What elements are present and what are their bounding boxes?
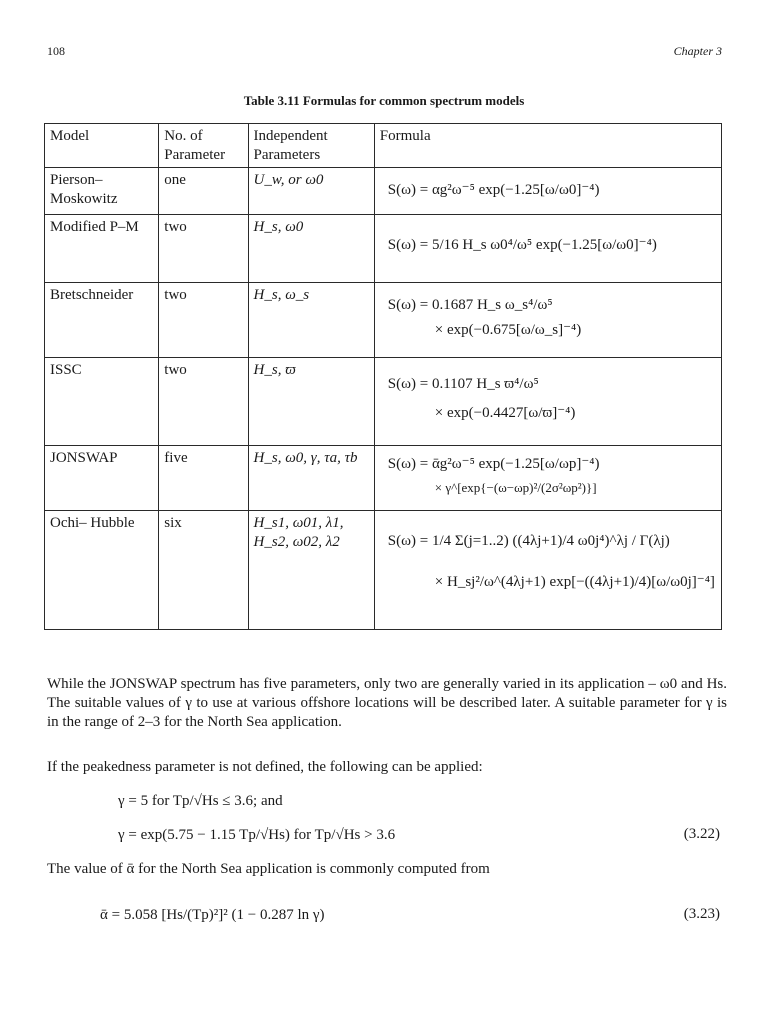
spectrum-table: [44, 123, 722, 630]
page-number: 108: [47, 44, 65, 58]
paragraph: The value of ᾱ for the North Sea application is commonly computed from: [47, 861, 490, 877]
formula-cell: [374, 511, 721, 630]
parameter-count: one: [159, 168, 248, 215]
formula-line: S(ω) = 5/16 H_s ω0⁴/ω⁵ exp(−1.25[ω/ω0]⁻⁴): [387, 237, 657, 253]
formula-cell: [374, 168, 721, 215]
formula-line-continued: × exp(−0.675[ω/ω_s]⁻⁴): [434, 322, 582, 338]
equation: γ = exp(5.75 − 1.15 Tp/√Hs) for Tp/√Hs > 3.6: [118, 827, 396, 843]
parameter-count: two: [159, 215, 248, 283]
paragraph: If the peakedness parameter is not defined, the following can be applied:: [47, 759, 483, 775]
table-row: [45, 168, 722, 215]
parameter-count: six: [159, 511, 248, 630]
equation: γ = 5 for Tp/√Hs ≤ 3.6; and: [118, 793, 283, 809]
formula-line: S(ω) = 1/4 Σ(j=1..2) ((4λj+1)/4 ω0j⁴)^λj / Γ(λj): [387, 533, 670, 549]
parameter-count: five: [159, 446, 248, 511]
table-title: Table 3.11 Formulas for common spectrum models: [243, 93, 525, 108]
independent-parameters: H_s, ω0, γ, τa, τb: [248, 446, 374, 511]
header-formula: Formula: [374, 124, 721, 168]
header-parameter-count: No. of Parameter: [159, 124, 248, 168]
header-model: Model: [45, 124, 159, 168]
formula-cell: [374, 446, 721, 511]
table-row: [45, 358, 722, 446]
paragraph: While the JONSWAP spectrum has five parameters, only two are generally varied in its application – ω0 and Hs. The suitable values of γ to use at various offshore locations will be described later. A suitable parameter for γ is in the range of 2–3 for the North Sea application.: [47, 676, 727, 730]
parameter-count: two: [159, 358, 248, 446]
equation-number: (3.22): [683, 826, 720, 842]
formula-line-continued: × exp(−0.4427[ω/ϖ]⁻⁴): [434, 405, 576, 421]
model-name: Modified P–M: [45, 215, 159, 283]
chapter-header: Chapter 3: [673, 44, 722, 58]
equation: ᾱ = 5.058 [Hs/(Tp)²]² (1 − 0.287 ln γ): [100, 907, 325, 923]
model-name: Pierson– Moskowitz: [45, 168, 159, 215]
model-name: Bretschneider: [45, 283, 159, 358]
table-row: [45, 215, 722, 283]
model-name: ISSC: [45, 358, 159, 446]
formula-line: S(ω) = 0.1687 H_s ω_s⁴/ω⁵: [387, 297, 553, 313]
formula-line: S(ω) = 0.1107 H_s ϖ⁴/ω⁵: [387, 376, 539, 392]
formula-cell: [374, 215, 721, 283]
independent-parameters: H_s, ω0: [248, 215, 374, 283]
model-name: Ochi– Hubble: [45, 511, 159, 630]
formula-cell: [374, 358, 721, 446]
table-row: [45, 511, 722, 630]
table-header-row: [45, 124, 722, 168]
parameter-count: two: [159, 283, 248, 358]
independent-parameters: H_s, ω_s: [248, 283, 374, 358]
header-independent-parameters: Independent Parameters: [248, 124, 374, 168]
independent-parameters: H_s1, ω01, λ1, H_s2, ω02, λ2: [248, 511, 374, 630]
equation-number: (3.23): [683, 906, 720, 922]
formula-line-continued: × γ^[exp{−(ω−ωp)²/(2σ²ωp²)}]: [434, 480, 597, 495]
model-name: JONSWAP: [45, 446, 159, 511]
table-row: [45, 283, 722, 358]
formula-line: S(ω) = αg²ω⁻⁵ exp(−1.25[ω/ω0]⁻⁴): [387, 182, 600, 198]
formula-line: S(ω) = ᾱg²ω⁻⁵ exp(−1.25[ω/ωp]⁻⁴): [387, 456, 600, 472]
table-row: [45, 446, 722, 511]
independent-parameters: H_s, ϖ: [248, 358, 374, 446]
formula-cell: [374, 283, 721, 358]
formula-line-continued: × H_sj²/ω^(4λj+1) exp[−((4λj+1)/4)[ω/ω0j]⁻⁴]: [434, 574, 715, 590]
independent-parameters: U_w, or ω0: [248, 168, 374, 215]
